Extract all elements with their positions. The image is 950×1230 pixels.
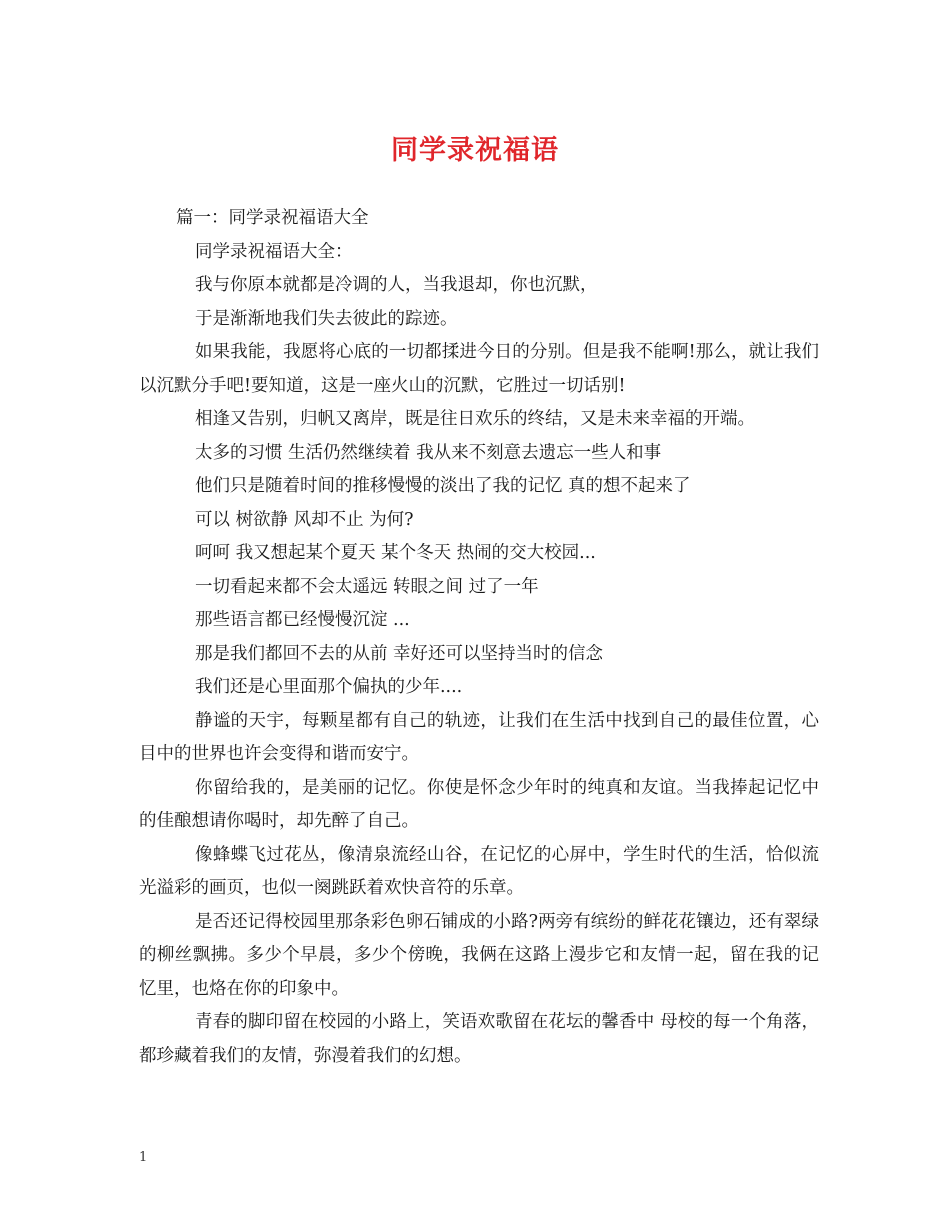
paragraph: 如果我能，我愿将心底的一切都揉进今日的分别。但是我不能啊!那么，就让我们以沉默分手吧!要知道，这是一座火山的沉默，它胜过一切话别!: [139, 342, 819, 396]
paragraph: 一切看起来都不会太遥远 转眼之间 过了一年: [195, 576, 539, 597]
paragraph: 那些语言都已经慢慢沉淀 ...: [195, 610, 410, 630]
paragraph: 他们只是随着时间的推移慢慢的淡出了我的记忆 真的想不起来了: [195, 476, 691, 496]
document-body: [139, 202, 819, 1073]
paragraph: 静谧的天宇，每颗星都有自己的轨迹，让我们在生活中找到自己的最佳位置，心目中的世界也许会变得和谐而安宁。: [139, 710, 819, 764]
paragraph: 呵呵 我又想起某个夏天 某个冬天 热闹的交大校园...: [195, 543, 596, 563]
document-title: 同学录祝福语: [391, 135, 559, 166]
paragraph: 相逢又告别，归帆又离岸，既是往日欢乐的终结，又是未来幸福的开端。: [195, 409, 755, 429]
section-heading: 篇一：同学录祝福语大全: [176, 208, 369, 228]
page-number: 1: [139, 1150, 148, 1165]
paragraph: 像蜂蝶飞过花丛，像清泉流经山谷，在记忆的心屏中，学生时代的生活，恰似流光溢彩的画页，也似一阕跳跃着欢快音符的乐章。: [139, 844, 819, 898]
paragraph: 于是渐渐地我们失去彼此的踪迹。: [195, 308, 458, 329]
paragraph: 青春的脚印留在校园的小路上，笑语欢歌留在花坛的馨香中 母校的每一个角落，都珍藏着我们的友情，弥漫着我们的幻想。: [139, 1012, 819, 1066]
paragraph: 你留给我的，是美丽的记忆。你使是怀念少年时的纯真和友谊。当我捧起记忆中的佳酿想请你喝时，却先醉了自己。: [139, 777, 819, 831]
paragraph: 那是我们都回不去的从前 幸好还可以坚持当时的信念: [195, 643, 604, 664]
paragraph: 是否还记得校园里那条彩色卵石铺成的小路?两旁有缤纷的鲜花花镶边，还有翠绿的柳丝飘拂。多少个早晨，多少个傍晚，我俩在这路上漫步它和友情一起，留在我的记忆里，也烙在你的印象中。: [139, 911, 819, 999]
paragraph: 太多的习惯 生活仍然继续着 我从来不刻意去遗忘一些人和事: [195, 442, 662, 463]
paragraph: 可以 树欲静 风却不止 为何?: [195, 509, 414, 530]
paragraph: 我与你原本就都是冷调的人，当我退却，你也沉默，: [195, 275, 598, 295]
paragraph: 同学录祝福语大全：: [195, 241, 353, 262]
paragraph: 我们还是心里面那个偏执的少年....: [195, 677, 463, 697]
